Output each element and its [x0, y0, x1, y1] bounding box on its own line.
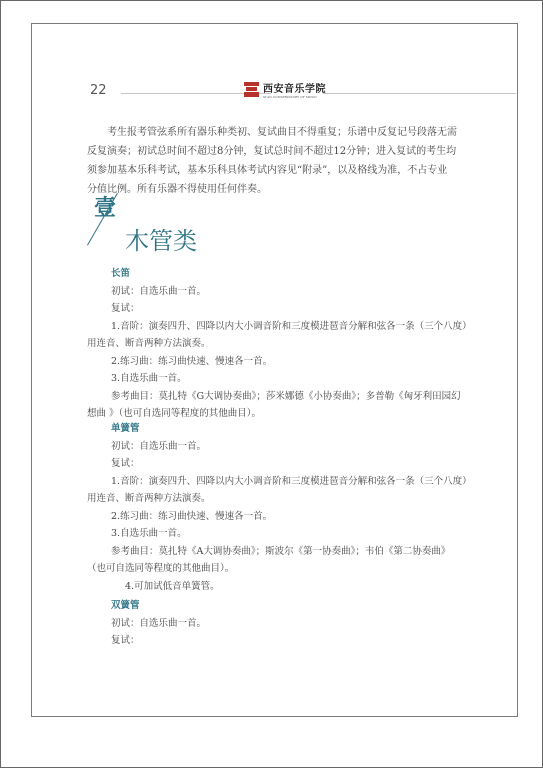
header-rule-right — [323, 93, 516, 94]
requirement-line: 复试： — [111, 303, 140, 314]
requirement-line: 用连音、断音两种方法演奏。 — [87, 493, 211, 504]
requirement-line: 复试： — [111, 635, 140, 646]
requirement-line: 初试：自选乐曲一首。 — [111, 617, 207, 629]
requirement-line: 2.练习曲：练习曲快速、慢速各一首。 — [111, 510, 273, 522]
instrument-entry-clarinet — [87, 420, 472, 595]
requirement-line: 复试： — [111, 458, 140, 469]
logo-subtext: XI'AN CONSERVATORY OF MUSIC — [263, 95, 317, 99]
requirement-line: 参考曲目：莫扎特《G大调协奏曲》；莎米娜德《小协奏曲》；多普勒《匈牙利田园幻 — [111, 390, 461, 402]
requirement-line: 想曲 》（也可自选同等程度的其他曲目）。 — [87, 408, 262, 419]
school-logo — [244, 80, 326, 99]
requirement-line: 1.音阶：演奏四升、四降以内大小调音阶和三度模进琶音分解和弦各一条（三个八度） — [111, 475, 472, 487]
requirement-line: 3.自选乐曲一首。 — [111, 528, 187, 539]
instrument-name: 长笛 — [111, 268, 131, 279]
requirement-line: 初试：自选乐曲一首。 — [111, 285, 207, 297]
section-title: 木管类 — [125, 227, 197, 255]
requirement-line: 1.音阶：演奏四升、四降以内大小调音阶和三度模进琶音分解和弦各一条（三个八度） — [111, 320, 472, 332]
requirement-line: 2.练习曲：练习曲快速、慢速各一首。 — [111, 355, 273, 367]
instrument-entry-flute — [87, 265, 472, 423]
section-number: 壹 — [94, 196, 117, 221]
requirement-line: 初试：自选乐曲一首。 — [111, 440, 207, 452]
requirement-line: 参考曲目：莫扎特《A大调协奏曲》；斯波尔《第一协奏曲》；韦伯《第二协奏曲》 — [111, 545, 451, 557]
logo-wordmark — [263, 80, 326, 99]
logo-text: 西安音乐学院 — [263, 84, 326, 95]
intro-paragraph: 考生报考管弦系所有器乐种类初、复试曲目不得重复；乐谱中反复记号段落无需反复演奏；初试总时间不超过8分钟，复试总时间不超过12分钟；进入复试的考生均须参加基本乐科考试，基本乐科具体考试内容见“附录”，以及格线为准，不占专业分值比例。所有乐器不得使用任何伴奏。 — [87, 127, 457, 195]
instrument-name: 单簧管 — [111, 423, 140, 434]
requirement-line: 4.可加试低音单簧管。 — [125, 580, 220, 592]
page-number: 22 — [90, 83, 107, 98]
instrument-name: 双簧管 — [111, 600, 140, 611]
requirement-line: （也可自选同等程度的其他曲目）。 — [87, 563, 235, 574]
logo-emblem-icon — [244, 82, 259, 97]
requirement-line: 3.自选乐曲一首。 — [111, 373, 187, 384]
instrument-entry-oboe — [87, 597, 467, 650]
section-heading — [87, 191, 287, 261]
requirement-line: 用连音、断音两种方法演奏。 — [87, 338, 211, 349]
